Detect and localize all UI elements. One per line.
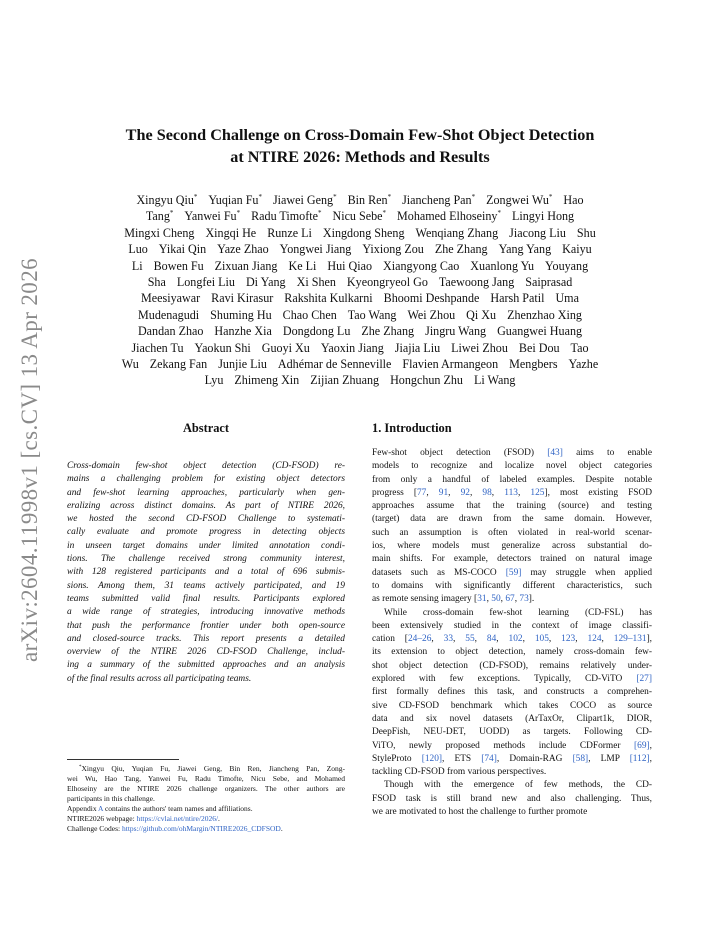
text-run: .	[280, 824, 283, 833]
body-line	[372, 660, 652, 673]
organizer-mark: *	[258, 193, 262, 201]
abstract-line: of the final results across all participating teams.	[67, 673, 252, 684]
author-name: Xi Shen	[296, 275, 336, 290]
author-name: Saiprasad	[525, 275, 573, 290]
citation-link[interactable]: [112]	[629, 753, 650, 764]
body-line	[372, 713, 652, 726]
citation-link[interactable]: 50	[491, 594, 501, 605]
body-line	[372, 487, 652, 500]
abstract-line: we hosted the second CD-FSOD Challenge to systemati-	[67, 514, 345, 525]
citation-link[interactable]: 84	[486, 634, 497, 645]
text-run: , ETS	[442, 753, 482, 764]
citation-link[interactable]: [74]	[481, 753, 497, 764]
text-run: ,	[500, 594, 506, 605]
text-run: ], most existing FSOD	[544, 487, 653, 498]
author-name: Dandan Zhao	[137, 324, 204, 339]
footnote-line	[67, 814, 345, 824]
organizer-mark: *	[471, 193, 476, 201]
paper-title	[60, 124, 660, 168]
body-line	[372, 513, 652, 526]
text-run: ,	[453, 634, 466, 645]
author-line	[66, 340, 654, 356]
text-run: shot object detection (CD-FSOD), remains relatively under-	[372, 660, 652, 671]
author-name: Hanzhe Xia	[214, 324, 272, 339]
footnote-line	[67, 774, 345, 784]
author-name: Sha	[147, 275, 166, 290]
author-line	[66, 258, 654, 274]
text-run: .	[218, 814, 220, 823]
text-run: ].	[528, 594, 535, 605]
left-column	[67, 420, 345, 686]
text-run: ios, where models must generalize across substantial do-	[372, 541, 652, 552]
text-run: cation [	[372, 634, 408, 645]
author-name: Liwei Zhou	[451, 340, 508, 355]
author-name: Yuqian Fu	[208, 193, 259, 207]
author-name: Youyang	[545, 258, 589, 273]
author-name: Flavien Armangeon	[402, 357, 499, 372]
text-run: ,	[522, 634, 535, 645]
body-line	[372, 700, 652, 713]
abstract-heading: Abstract	[182, 421, 230, 435]
footnote-line	[67, 804, 345, 814]
text-run: participants in this challenge.	[67, 794, 155, 803]
introduction-heading: 1. Introduction	[372, 421, 452, 435]
text-run: ,	[575, 634, 588, 645]
text-run: we are motivated to host the challenge to further promote	[372, 807, 588, 818]
text-run: models to recognize and localize novel object categories	[372, 461, 652, 472]
author-name: Nicu Sebe	[332, 209, 383, 224]
author-line	[66, 274, 654, 290]
author-name: Ke Li	[288, 258, 317, 273]
citation-link[interactable]: https://cvlai.net/ntire/2026/	[136, 814, 219, 823]
title-line: The Second Challenge on Cross-Domain Few-Shot Object Detection	[125, 126, 595, 144]
abstract-line: that push the performance frontier under both open-source	[67, 620, 345, 631]
author-name: Yaoxin Jiang	[320, 340, 384, 355]
title-line: at NTIRE 2026: Methods and Results	[230, 148, 490, 166]
body-line	[372, 633, 652, 646]
citation-link[interactable]: 77	[416, 487, 427, 498]
citation-link[interactable]: 67	[505, 594, 515, 605]
citation-link[interactable]: [43]	[547, 448, 563, 458]
author-name: Yaze Zhao	[217, 242, 269, 257]
author-name: Jingru Wang	[425, 324, 487, 339]
author-name: Shu	[576, 225, 596, 240]
author-name: Hao	[563, 193, 584, 207]
author-name: Hongchun Zhu	[390, 373, 463, 388]
author-name: Zixuan Jiang	[214, 258, 278, 273]
body-line	[372, 726, 652, 739]
author-line	[66, 241, 654, 257]
text-run: progress [	[372, 487, 417, 498]
abstract-line: and few-shot learning approaches, particularly when gen-	[67, 487, 345, 498]
author-name: Harsh Patil	[490, 291, 545, 306]
citation-link[interactable]: 33	[443, 634, 453, 645]
body-line	[372, 607, 652, 620]
text-run: Xingyu Qiu, Yuqian Fu, Jiawei Geng, Bin Ren, Jiancheng Pan, Zong-	[81, 764, 345, 773]
text-run: ,	[649, 753, 652, 764]
citation-link[interactable]: A	[98, 804, 104, 813]
author-name: Bowen Fu	[153, 258, 204, 273]
abstract-body	[67, 460, 345, 686]
organizer-mark: *	[497, 209, 501, 218]
author-name: Guangwei Huang	[497, 324, 583, 339]
introduction-body	[372, 447, 652, 819]
citation-link[interactable]: 92	[460, 487, 470, 498]
organizer-mark: *	[169, 209, 174, 218]
footnote-line	[67, 784, 345, 794]
citation-link[interactable]: 125	[530, 487, 545, 498]
body-line	[372, 460, 652, 473]
body-line	[372, 540, 652, 553]
text-run: as remote sensing imagery [	[372, 594, 478, 605]
text-run: (target) data are drawn from the same domain. However,	[372, 514, 652, 525]
author-name: Taewoong Jang	[438, 275, 515, 290]
organizer-mark: *	[548, 193, 553, 201]
body-line	[372, 779, 652, 792]
text-run: contains the authors' team names and affiliations.	[103, 804, 253, 813]
citation-link[interactable]: 73	[519, 594, 529, 605]
text-run: Few-shot object detection (FSOD)	[372, 448, 548, 458]
author-name: Yaokun Shi	[194, 340, 251, 355]
body-line	[372, 580, 652, 593]
author-name: Xingyu Qiu	[136, 193, 194, 207]
citation-link[interactable]: [120]	[421, 753, 443, 764]
text-run: Though with the emergence of few methods, the CD-	[384, 780, 652, 791]
text-run: may struggle when applied	[521, 567, 653, 578]
text-run: , LMP	[588, 753, 630, 764]
author-name: Bei Dou	[518, 340, 560, 355]
text-run: tackling CD-FSOD from various perspectives.	[372, 767, 547, 778]
citation-link[interactable]: [27]	[636, 674, 652, 685]
abstract-line: overview of the NTIRE 2026 CD-FSOD Challenge, includ-	[67, 647, 345, 658]
abstract-line: tions. The challenge received strong community interest,	[67, 554, 345, 565]
author-name: Rakshita Kulkarni	[284, 291, 373, 306]
author-name: Jiajia Liu	[394, 340, 441, 355]
citation-link[interactable]: 129–131	[613, 634, 647, 645]
citation-link[interactable]: 55	[465, 634, 475, 645]
author-line	[66, 356, 654, 372]
author-name: Wei Zhou	[407, 307, 456, 322]
text-run: aims to enable	[562, 448, 652, 458]
author-name: Tao Wang	[347, 307, 397, 322]
citation-link[interactable]: 102	[508, 634, 523, 645]
author-name: Zhe Zhang	[434, 242, 488, 257]
footnote-line	[67, 824, 345, 834]
text-run: ,	[649, 740, 652, 751]
author-name: Dongdong Lu	[282, 324, 351, 339]
author-name: Jiawei Geng	[272, 193, 334, 207]
citation-link[interactable]: 105	[534, 634, 549, 645]
body-line	[372, 593, 652, 606]
text-run: approaches assume that the training (source) and testing	[372, 501, 652, 512]
body-line	[372, 766, 652, 779]
author-name: Chao Chen	[282, 307, 337, 322]
text-run: sive CD-FSOD benchmark which takes COCO as source	[372, 700, 652, 711]
author-name: Longfei Liu	[176, 275, 235, 290]
text-run: ,	[491, 487, 505, 498]
author-name: Wenqiang Zhang	[415, 225, 499, 240]
body-line	[372, 686, 652, 699]
text-run: , Domain-RAG	[496, 753, 573, 764]
author-line	[66, 307, 654, 323]
body-line	[372, 527, 652, 540]
author-name: Xuanlong Yu	[470, 258, 535, 273]
text-run: from only a handful of labeled examples. Despite notable	[372, 474, 652, 485]
author-name: Qi Xu	[466, 307, 497, 322]
author-name: Adhémar de Senneville	[277, 357, 392, 372]
author-name: Xiangyong Cao	[383, 258, 460, 273]
organizer-mark: *	[193, 193, 198, 201]
text-run: ,	[517, 487, 531, 498]
author-line	[66, 208, 654, 224]
author-name: Mudenagudi	[138, 307, 200, 322]
abstract-line: with 128 registered participants and a total of 696 submis-	[67, 567, 345, 578]
abstract-line: in unseen target domains under limited annotation condi-	[67, 540, 345, 551]
text-run: DeepFish, NEU-DET, UODD) as targets. Following CD-	[372, 727, 652, 738]
abstract-line: a wide range of strategies, introducing innovative methods	[67, 607, 345, 618]
organizer-mark: *	[382, 209, 387, 218]
right-column	[372, 420, 652, 819]
abstract-line: eralizing across distinct domains. As part of NTIRE 2026,	[67, 500, 345, 511]
author-name: Yanwei Fu	[184, 209, 237, 224]
body-line	[372, 646, 652, 659]
author-name: Yang Yang	[498, 242, 552, 257]
organizer-mark: *	[333, 193, 337, 201]
text-run: While cross-domain few-shot learning (CD-FSL) has	[384, 607, 652, 618]
author-name: Tao	[570, 340, 589, 355]
author-line	[66, 372, 654, 388]
text-run: Elhoseiny are the NTIRE 2026 challenge organizers. The other authors are	[67, 784, 345, 793]
author-line	[66, 192, 654, 208]
body-line	[372, 793, 652, 806]
text-run: ,	[514, 594, 520, 605]
text-run: to domains with significantly different characteristics, such	[372, 580, 652, 591]
abstract-line: sions. Among them, 31 teams actively participated, and 19	[67, 580, 345, 591]
abstract-line: cally evaluate and promote progress in detecting objects	[67, 527, 345, 538]
citation-link[interactable]: 123	[561, 634, 576, 645]
text-run: such an assumption is often violated in real-world scenar-	[372, 527, 652, 538]
author-name: Jiacong Liu	[509, 225, 566, 240]
author-name: Xingqi He	[205, 225, 257, 240]
author-name: Li Wang	[473, 373, 516, 388]
text-run: NTIRE2026 webpage:	[67, 814, 137, 823]
footnote	[67, 759, 345, 834]
author-name: Radu Timofte	[251, 209, 318, 224]
author-name: Li	[131, 258, 143, 273]
body-line	[372, 620, 652, 633]
text-run: main shifts. For example, detectors trained on natural image	[372, 554, 652, 565]
citation-link[interactable]: 113	[504, 487, 518, 498]
author-name: Yikai Qin	[158, 242, 207, 257]
body-line	[372, 673, 652, 686]
text-run: Challenge Codes:	[67, 824, 122, 833]
author-name: Hui Qiao	[327, 258, 373, 273]
text-run: ,	[601, 634, 614, 645]
citation-link[interactable]: [69]	[634, 740, 650, 751]
author-name: Mohamed Elhoseiny	[397, 209, 498, 224]
author-name: Xingdong Sheng	[322, 225, 405, 240]
text-run: ,	[469, 487, 483, 498]
author-name: Lingyi Hong	[511, 209, 575, 224]
arxiv-identifier-sidebar	[2, 257, 58, 663]
author-name: Zhimeng Xin	[234, 373, 300, 388]
text-run: ,	[474, 634, 487, 645]
text-run: ],	[646, 634, 653, 645]
text-run: ,	[486, 594, 492, 605]
author-name: Jiancheng Pan	[402, 193, 472, 207]
author-name: Runze Li	[267, 225, 312, 240]
author-name: Junjie Liu	[218, 357, 267, 372]
text-run: Appendix	[67, 804, 99, 813]
author-name: Mengbers	[509, 357, 558, 372]
author-name: Luo	[128, 242, 148, 257]
author-name: Guoyi Xu	[261, 340, 310, 355]
text-run: ,	[426, 487, 439, 498]
text-run: ,	[496, 634, 509, 645]
author-name: Zijian Zhuang	[310, 373, 380, 388]
text-run: datasets such as MS-COCO	[372, 567, 506, 578]
text-run: data and six novel datasets (ArTaxOr, Clipart1k, DIOR,	[372, 713, 652, 724]
arxiv-identifier: arXiv:2604.11998v1 [cs.CV] 13 Apr 2026	[17, 257, 43, 663]
text-run: FSOD task is still brand new and also challenging. Thus,	[372, 793, 652, 804]
organizer-mark: *	[236, 209, 241, 218]
text-run: been extensively studied in the context of image classifi-	[372, 620, 652, 631]
author-name: Yongwei Jiang	[279, 242, 352, 257]
citation-link[interactable]: https://github.com/ohMargin/NTIRE2026_CDFSOD	[122, 824, 281, 833]
citation-link[interactable]: 98	[482, 487, 492, 498]
author-name: Zhe Zhang	[361, 324, 415, 339]
text-run: StyleProto	[372, 753, 422, 764]
abstract-line: Cross-domain few-shot object detection (CD-FSOD) re-	[67, 461, 345, 471]
abstract-line: teams submitted valid final results. Participants explored	[67, 593, 345, 604]
author-line	[66, 225, 654, 241]
author-name: Meesiyawar	[141, 291, 201, 306]
author-name: Yazhe	[568, 357, 599, 372]
author-name: Zhenzhao Xing	[507, 307, 582, 322]
text-run: wei Wu, Hao Tang, Yanwei Fu, Radu Timofte, Nicu Sebe, and Mohamed	[67, 774, 345, 783]
body-line	[372, 447, 652, 460]
author-name: Lyu	[204, 373, 224, 388]
author-name: Yixiong Zou	[362, 242, 424, 257]
text-run: explored with few exceptions. Typically, CD-ViTO	[372, 674, 637, 685]
organizer-mark: *	[387, 193, 392, 201]
text-run: ,	[548, 634, 562, 645]
author-name: Di Yang	[245, 275, 286, 290]
abstract-line: and closed-source tracks. This report presents a detailed	[67, 633, 345, 644]
body-line	[372, 500, 652, 513]
author-name: Uma	[555, 291, 579, 306]
body-line	[372, 753, 652, 766]
author-name: Zongwei Wu	[486, 193, 549, 207]
citation-link[interactable]: 24–26	[407, 634, 432, 645]
abstract-line: mains a challenging problem for existing object detectors	[67, 474, 345, 485]
author-name: Zekang Fan	[149, 357, 208, 372]
body-line	[372, 567, 652, 580]
footnote-line	[67, 764, 345, 774]
text-run: first formally defines this task, and constructs a comprehen-	[372, 687, 652, 698]
author-name: Bhoomi Deshpande	[383, 291, 480, 306]
text-run: its extension to object detection, namely cross-domain few-	[372, 647, 652, 658]
citation-link[interactable]: [58]	[572, 753, 589, 764]
footnote-mark: *	[79, 765, 82, 770]
footnote-text	[67, 764, 345, 834]
body-line	[372, 740, 652, 753]
author-list	[66, 192, 654, 389]
text-run: ,	[448, 487, 461, 498]
author-name: Shuming Hu	[210, 307, 272, 322]
author-name: Ravi Kirasur	[211, 291, 274, 306]
text-run: ViTO, newly proposed methods include CDFormer	[372, 740, 635, 751]
citation-link[interactable]: 124	[587, 634, 602, 645]
organizer-mark: *	[317, 209, 322, 218]
author-name: Mingxi Cheng	[124, 225, 195, 240]
body-line	[372, 474, 652, 487]
body-line	[372, 806, 652, 819]
author-name: Kyeongryeol Go	[346, 275, 428, 290]
author-name: Wu	[121, 357, 139, 372]
abstract-line: ing a summary of the submitted approaches and an analysis	[67, 660, 345, 671]
citation-link[interactable]: 31	[477, 594, 487, 605]
author-name: Bin Ren	[347, 193, 388, 207]
footnote-rule	[67, 759, 179, 760]
author-line	[66, 323, 654, 339]
citation-link[interactable]: 91	[438, 487, 449, 498]
author-name: Kaiyu	[562, 242, 592, 257]
author-line	[66, 290, 654, 306]
author-name: Tang	[145, 209, 170, 224]
text-run: ,	[431, 634, 444, 645]
citation-link[interactable]: [59]	[505, 567, 522, 578]
footnote-line	[67, 794, 345, 804]
body-line	[372, 553, 652, 566]
author-name: Jiachen Tu	[131, 340, 184, 355]
